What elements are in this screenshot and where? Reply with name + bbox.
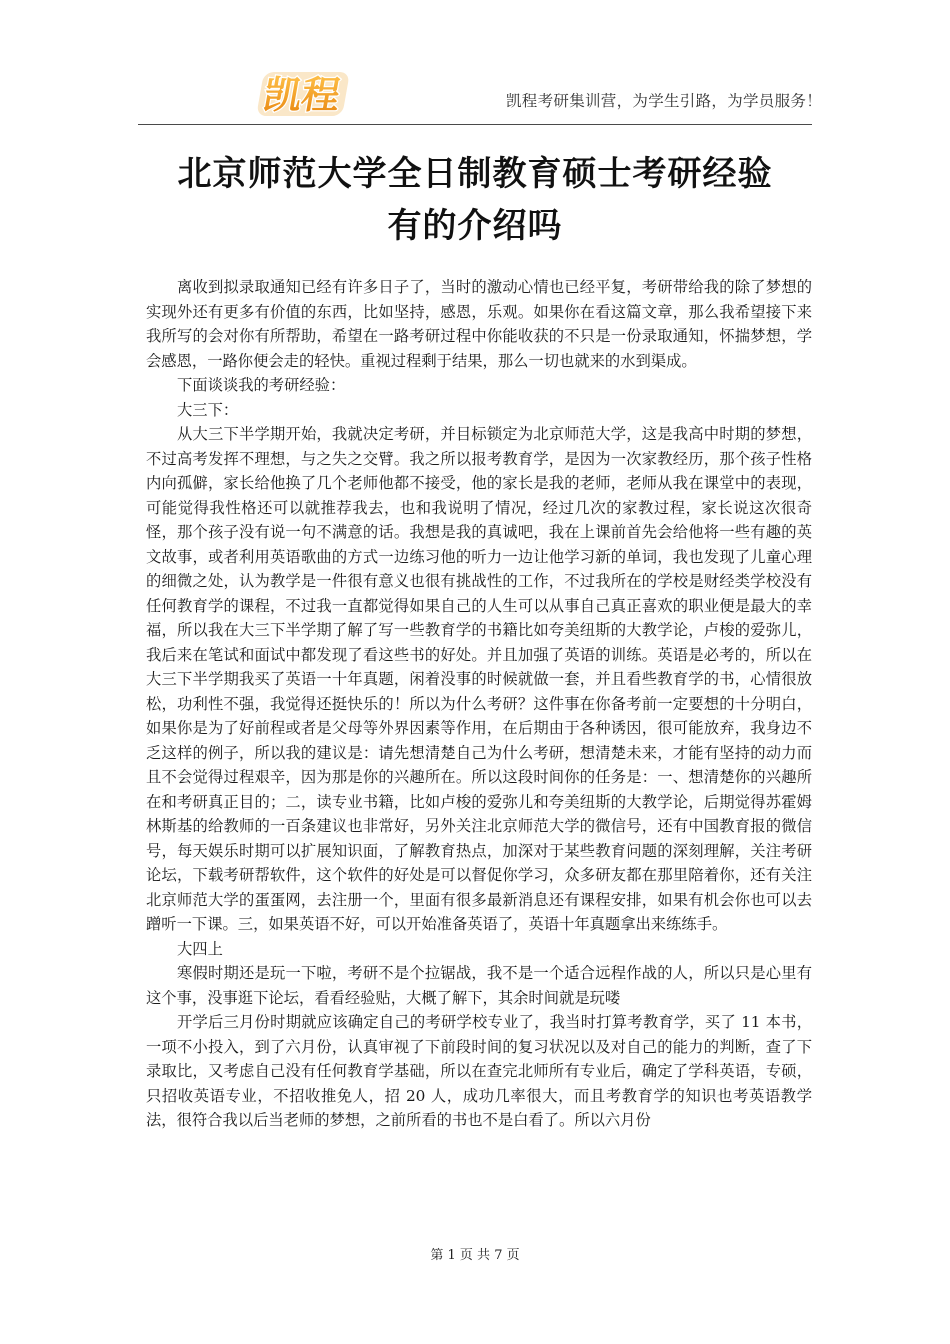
header-divider <box>138 124 812 125</box>
header-tagline: 凯程考研集训营，为学生引路，为学员服务！ <box>506 92 823 110</box>
document-title <box>138 148 812 252</box>
section-heading-junior-second-semester: 大三下： <box>177 400 239 419</box>
article-body <box>146 275 812 1133</box>
svg-text:凯程: 凯程 <box>259 73 344 118</box>
page-header <box>138 66 823 124</box>
paragraph-junior-second-semester: 从大三下半学期开始，我就决定考研，并目标锁定为北京师范大学，这是我高中时期的梦想，不过高考发挥不理想，与之失之交臂。我之所以报考教育学，是因为一次家教经历，那个孩子性格内向孤僻，家长给他换了几个老师他都不接受，他的家长是我的老师，老师从我在课堂中的表现，可能觉得我性格还可以就推荐我去，也和我说明了情况，经过几次的家教过程，家长说这次很奇怪，那个孩子没有说一句不满意的话。我想是我的真诚吧，我在上课前首先会给他将一些有趣的英文故事，或者利用英语歌曲的方式一边练习他的听力一边让他学习新的单词，我也发现了儿童心理的细微之处，认为教学是一件很有意义也很有挑战性的工作，不过我所在的学校是财经类学校没有任何教育学的课程，不过我一直都觉得如果自己的人生可以从事自己真正喜欢的职业便是最大的幸福，所以我在大三下半学期了解了写一些教育学的书籍比如夸美纽斯的大教学论，卢梭的爱弥儿，我后来在笔试和面试中都发现了看这些书的好处。并且加强了英语的训练。英语是必考的，所以在大三下半学期我买了英语一十年真题，闲着没事的时候就做一套，并且看些教育学的书，心情很放松，功利性不强，我觉得还挺快乐的！所以为什么考研？这件事在你备考前一定要想的十分明白，如果你是为了好前程或者是父母等外界因素等作用，在后期由于各种诱因，很可能放弃，我身边不乏这样的例子，所以我的建议是：请先想清楚自己为什么考研，想清楚未来，才能有坚持的动力而且不会觉得过程艰辛，因为那是你的兴趣所在。所以这段时间你的任务是：一、想清楚你的兴趣所在和考研真正目的；二，读专业书籍，比如卢梭的爱弥儿和夸美纽斯的大教学论，后期觉得苏霍姆林斯基的给教师的一百条建议也非常好，另外关注北京师范大学的微信号，还有中国教育报的微信号，每天娱乐时期可以扩展知识面，了解教育热点，加深对于某些教育问题的深刻理解，关注考研论坛，下载考研帮软件，这个软件的好处是可以督促你学习，众多研友都在那里陪着你，还有关注北京师范大学的蛋蛋网，去注册一个，里面有很多最新消息还有课程安排，如果有机会你也可以去蹭听一下课。三，如果英语不好，可以开始准备英语了，英语十年真题拿出来练练手。 <box>146 425 812 933</box>
page-number: 第 1 页 共 7 页 <box>430 1248 520 1263</box>
title-line-2: 有的介绍吗 <box>387 206 563 246</box>
paragraph-winter-break: 寒假时期还是玩一下啦，考研不是个拉锯战，我不是一个适合远程作战的人，所以只是心里有这个事，没事逛下论坛，看看经验贴，大概了解下，其余时间就是玩喽 <box>146 964 812 1007</box>
paragraph-experience-heading: 下面谈谈我的考研经验： <box>177 376 346 394</box>
section-heading-senior-first-semester: 大四上 <box>177 939 223 958</box>
kaicheng-logo <box>255 66 351 120</box>
paragraph-school-choice: 开学后三月份时期就应该确定自己的考研学校专业了，我当时打算考教育学，买了 11 本书，一项不小投入，到了六月份，认真审视了下前段时间的复习状况以及对自己的能力的判断，查了下录取比，又考虑自己没有任何教育学基础，所以在查完北师所有专业后，确定了学科英语，专硕，只招收英语专业，不招收推免人，招 20 人，成功几率很大，而且考教育学的知识也考英语教学法，很符合我以后当老师的梦想，之前所看的书也不是白看了。所以六月份 <box>146 1013 812 1129</box>
title-line-1: 北京师范大学全日制教育硕士考研经验 <box>177 154 773 194</box>
paragraph-intro: 离收到拟录取通知已经有许多日子了，当时的激动心情也已经平复，考研带给我的除了梦想的实现外还有更多有价值的东西，比如坚持，感恩，乐观。如果你在看这篇文章，那么我希望接下来我所写的会对你有所帮助，希望在一路考研过程中你能收获的不只是一份录取通知，怀揣梦想，学会感恩，一路你便会走的轻快。重视过程剩于结果，那么一切也就来的水到渠成。 <box>146 278 812 370</box>
